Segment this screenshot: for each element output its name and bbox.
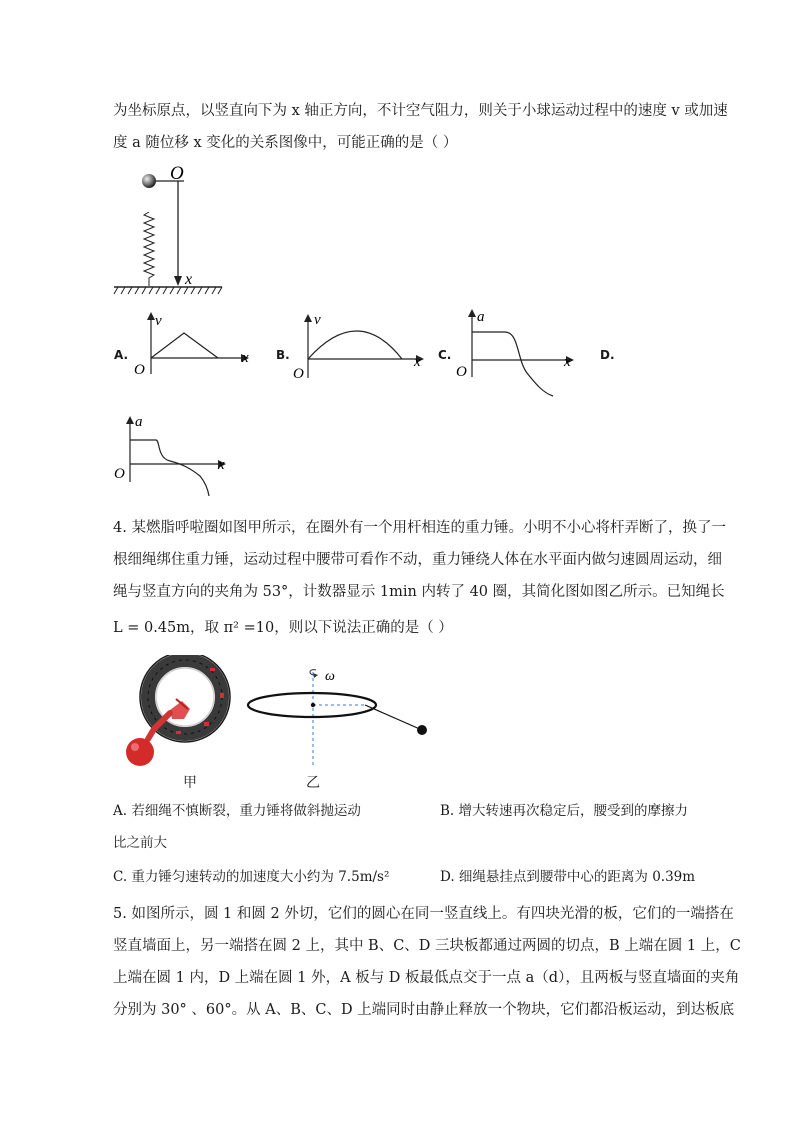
option-b-y-label: v xyxy=(314,312,321,328)
option-d-y-label: a xyxy=(135,414,143,430)
q4-option-b-continued: 比之前大 xyxy=(113,835,167,851)
q4-option-a: A. 若细绳不慎断裂，重力锤将做斜抛运动 xyxy=(113,803,361,819)
option-c-graph xyxy=(453,305,583,400)
q4-option-c: C. 重力锤匀速转动的加速度大小约为 7.5m/s² xyxy=(113,869,390,885)
option-d-label: D. xyxy=(600,348,615,362)
option-b-graph xyxy=(290,308,430,384)
option-c-origin: O xyxy=(456,364,467,380)
q4-text-line-3: 绳与竖直方向的夹角为 53°，计数器显示 1min 内转了 40 圈，其简化图如图乙所示。已知绳长 xyxy=(113,584,725,600)
q4-text-line-1: 4. 某燃脂呼啦圈如图甲所示，在圈外有一个用杆相连的重力锤。小明不小心将杆弄断了，换了一 xyxy=(113,520,726,536)
q4-text-line-4: L = 0.45m，取 π² =10，则以下说法正确的是（ ） xyxy=(113,620,453,636)
hula-hoop-figure xyxy=(110,655,238,770)
spring-icon xyxy=(144,212,154,286)
option-b-origin: O xyxy=(293,366,304,382)
ball-icon xyxy=(142,174,156,188)
option-c-y-label: a xyxy=(477,309,485,325)
q4-text-line-2: 根细绳绑住重力锤，运动过程中腰带可看作不动，重力锤绕人体在水平面内做匀速圆周运动，细 xyxy=(113,552,722,568)
figure-jia-caption: 甲 xyxy=(183,775,197,791)
option-a-curve xyxy=(151,333,218,358)
option-a-label: A. xyxy=(114,348,129,362)
q5-text-line-4: 分别为 30° 、60°。从 A、B、C、D 上端同时由静止释放一个物块，它们都沿板运动，到达板底 xyxy=(113,1002,735,1018)
option-d-x-label: x xyxy=(218,457,225,473)
option-c-x-label: x xyxy=(564,354,571,370)
x-axis-label: x xyxy=(185,271,193,288)
q3-text-line-1: 为坐标原点，以竖直向下为 x 轴正方向，不计空气阻力，则关于小球运动过程中的速度 v 或加速 xyxy=(113,103,728,119)
figure-yi-caption: 乙 xyxy=(306,775,320,791)
option-b-label: B. xyxy=(276,348,290,362)
q5-text-line-3: 上端在圆 1 内，D 上端在圆 1 外，A 板与 D 板最低点交于一点 a（d），且两板与竖直墙面的夹角 xyxy=(113,970,740,986)
option-a-x-label: x xyxy=(242,350,249,366)
weight-ball xyxy=(417,725,427,735)
omega-label: ω xyxy=(325,669,335,684)
option-b-curve xyxy=(308,331,402,359)
option-d-graph xyxy=(112,410,237,500)
option-c-label: C. xyxy=(438,348,452,362)
q5-text-line-1: 5. 如图所示，圆 1 和圆 2 外切，它们的圆心在同一竖直线上。有四块光滑的板，它们的一端搭在 xyxy=(113,906,734,922)
rope-line xyxy=(365,705,422,730)
option-a-y-label: v xyxy=(155,313,162,329)
option-a-origin: O xyxy=(134,362,145,378)
origin-label: O xyxy=(170,163,184,184)
q5-text-line-2: 竖直墙面上，另一端搭在圆 2 上，其中 B、C、D 三块板都通过两圆的切点，B 上端在圆 1 上，C xyxy=(113,938,741,954)
option-d-origin: O xyxy=(114,466,125,482)
option-c-curve xyxy=(472,332,553,396)
q4-option-b: B. 增大转速再次稳定后，腰受到的摩擦力 xyxy=(440,803,689,819)
option-d-curve xyxy=(130,440,209,496)
option-b-x-label: x xyxy=(414,354,421,370)
q4-option-d: D. 细绳悬挂点到腰带中心的距离为 0.39m xyxy=(440,869,696,885)
option-a-graph xyxy=(130,308,255,378)
simplified-diagram xyxy=(240,662,440,772)
q3-text-line-2: 度 a 随位移 x 变化的关系图像中，可能正确的是（ ） xyxy=(113,135,458,151)
spring-ball-figure xyxy=(108,160,238,300)
